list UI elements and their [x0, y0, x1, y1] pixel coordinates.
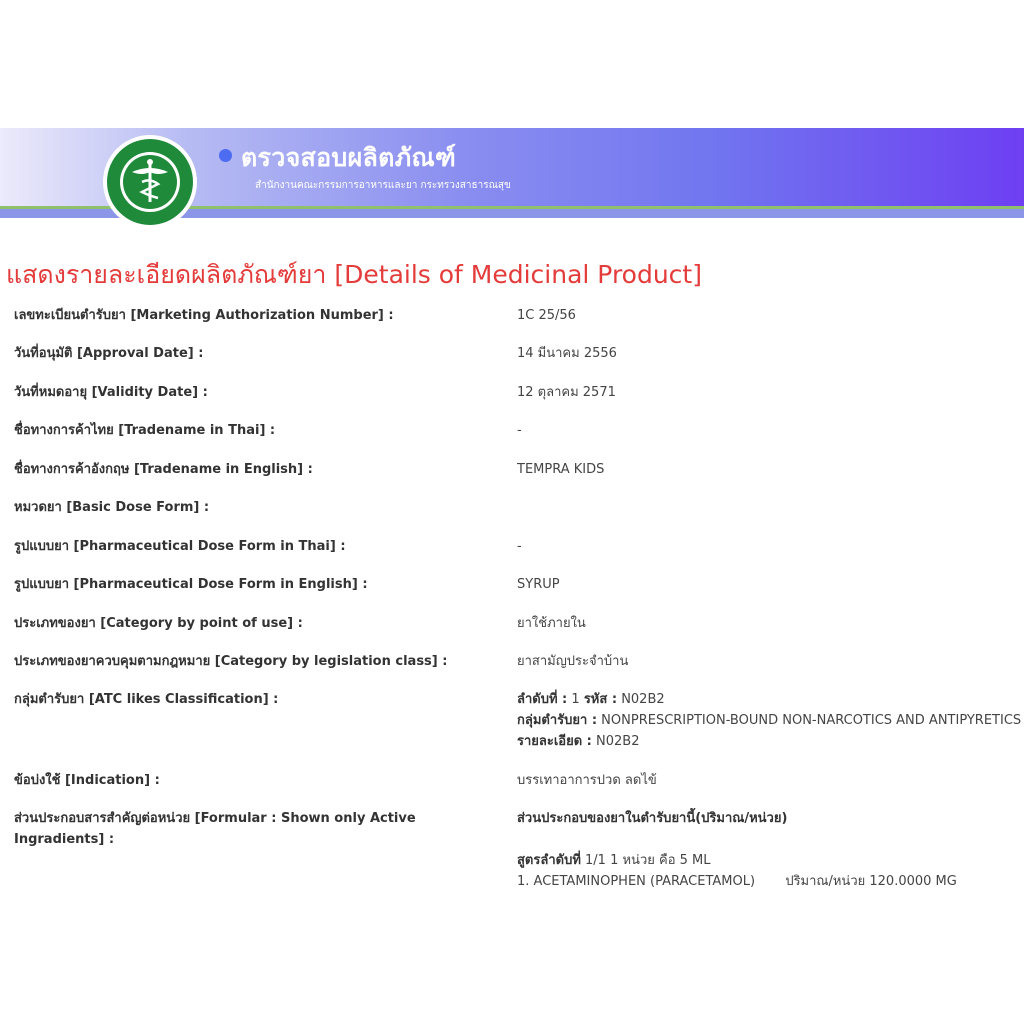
field-value: -: [517, 539, 522, 554]
formula-values: [517, 808, 1024, 892]
atc-values: [517, 689, 1024, 752]
field-value: -: [517, 423, 522, 438]
page-title: แสดงรายละเอียดผลิตภัณฑ์ยา [Details of Medicinal Product]: [6, 260, 702, 289]
atc-code-label: รหัส :: [583, 692, 618, 707]
formula-number-value: 1/1 1 หน่วย คือ 5 ML: [585, 853, 711, 868]
field-value: SYRUP: [517, 577, 560, 592]
field-value: บรรเทาอาการปวด ลดไข้: [517, 773, 657, 788]
site-title: ตรวจสอบผลิตภัณฑ์: [241, 143, 457, 172]
field-value: TEMPRA KIDS: [517, 462, 605, 477]
field-label: รูปแบบยา [Pharmaceutical Dose Form in English] :: [14, 577, 368, 592]
field-value: 1C 25/56: [517, 308, 576, 323]
field-value: 12 ตุลาคม 2571: [517, 385, 616, 400]
atc-order-label: ลำดับที่ :: [517, 692, 568, 707]
field-label: วันที่อนุมัติ [Approval Date] :: [14, 346, 204, 361]
field-label: ชื่อทางการค้าอังกฤษ [Tradename in English] :: [14, 462, 313, 477]
field-label: รูปแบบยา [Pharmaceutical Dose Form in Thai] :: [14, 539, 346, 554]
atc-group-value: NONPRESCRIPTION-BOUND NON-NARCOTICS AND ANTIPYRETICS: [601, 713, 1022, 728]
atc-detail-label: รายละเอียด :: [517, 734, 592, 749]
atc-order-value: 1: [571, 692, 580, 707]
field-label: ประเภทของยา [Category by point of use] :: [14, 616, 303, 631]
formula-number-label: สูตรลำดับที่: [517, 853, 581, 868]
field-value: ยาใช้ภายใน: [517, 616, 586, 631]
site-subtitle: สำนักงานคณะกรรมการอาหารและยา กระทรวงสาธารณสุข: [255, 180, 511, 191]
atc-code-value: N02B2: [621, 692, 665, 707]
amount-value: 120.0000 MG: [869, 874, 957, 889]
formula-heading: ส่วนประกอบของยาในตำรับยานี้(ปริมาณ/หน่วย): [517, 811, 788, 826]
atc-detail-value: N02B2: [596, 734, 640, 749]
field-label: หมวดยา [Basic Dose Form] :: [14, 500, 210, 515]
atc-group-label: กลุ่มตำรับยา :: [517, 713, 598, 728]
amount-label: ปริมาณ/หน่วย: [785, 874, 866, 889]
field-label: กลุ่มตำรับยา [ATC likes Classification] :: [14, 692, 279, 707]
field-label: ข้อบ่งใช้ [Indication] :: [14, 773, 160, 788]
ministry-logo: [102, 134, 198, 230]
field-value: ยาสามัญประจำบ้าน: [517, 654, 629, 669]
field-label: ประเภทของยาควบคุมตามกฎหมาย [Category by legislation class] :: [14, 654, 448, 669]
title-bullet-icon: [219, 149, 232, 162]
ingredient-name: 1. ACETAMINOPHEN (PARACETAMOL): [517, 874, 756, 889]
field-label: ชื่อทางการค้าไทย [Tradename in Thai] :: [14, 423, 276, 438]
field-label: ส่วนประกอบสารสำคัญต่อหน่วย [Formular : Shown only Active Ingradients] :: [14, 811, 416, 847]
field-label: เลขทะเบียนตำรับยา [Marketing Authorization Number] :: [14, 308, 394, 323]
field-value: 14 มีนาคม 2556: [517, 346, 617, 361]
field-label: วันที่หมดอายุ [Validity Date] :: [14, 385, 208, 400]
